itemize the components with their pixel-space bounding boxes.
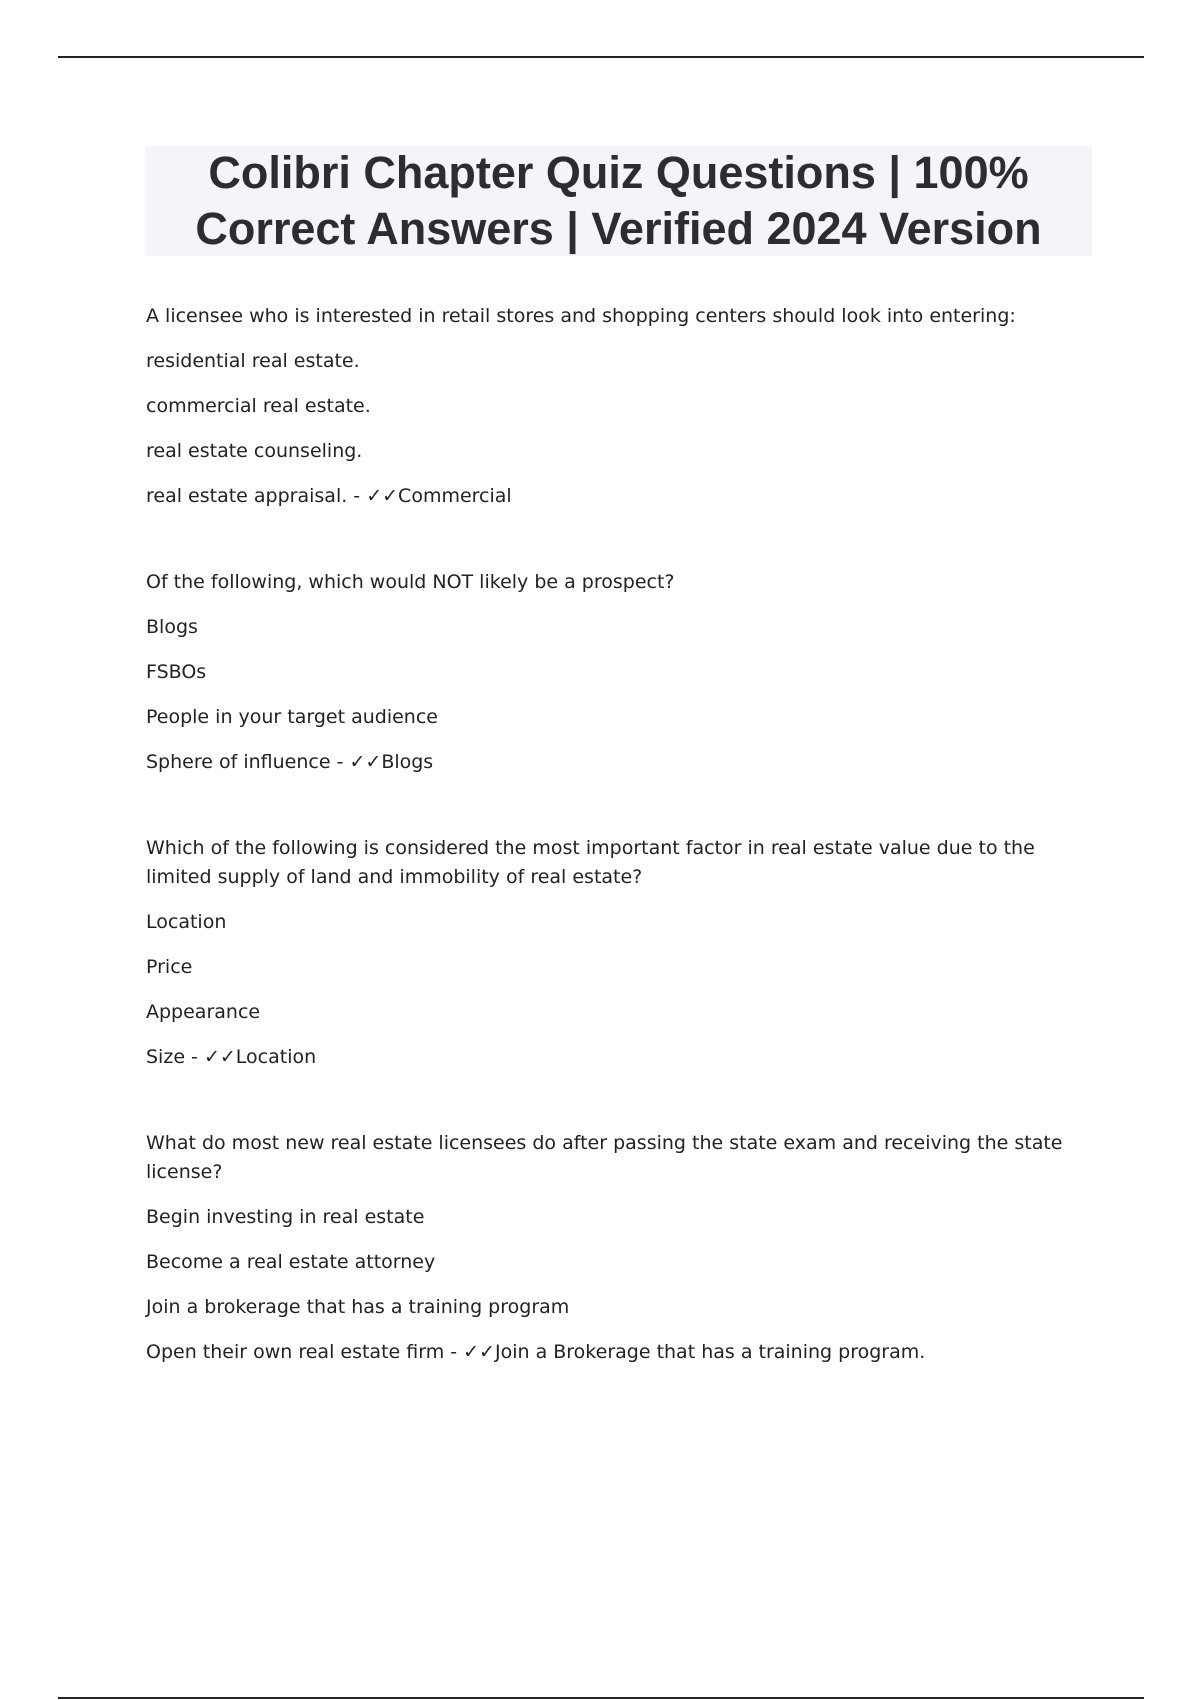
double-check-icon: ✓✓ bbox=[349, 751, 382, 773]
bottom-rule bbox=[58, 1697, 1144, 1699]
answer-option: Blogs bbox=[146, 616, 198, 638]
title-banner bbox=[145, 146, 1092, 256]
answer-option: Become a real estate attorney bbox=[146, 1251, 436, 1273]
answer-option: Join a brokerage that has a training program bbox=[146, 1296, 570, 1318]
answer-option-with-answer bbox=[146, 482, 1086, 511]
double-check-icon: ✓✓ bbox=[463, 1341, 495, 1363]
question-block bbox=[146, 568, 1086, 777]
correct-answer: Commercial bbox=[398, 485, 512, 507]
question-text: A licensee who is interested in retail stores and shopping centers should look into entering: bbox=[146, 305, 1016, 327]
question-text: Which of the following is considered the most important factor in real estate value due to the limited supply of land and immobility of real estate? bbox=[146, 837, 1035, 888]
answer-option: commercial real estate. bbox=[146, 395, 371, 417]
correct-answer: Join a Brokerage that has a training program. bbox=[494, 1341, 926, 1363]
answer-option: Price bbox=[146, 956, 193, 978]
answer-option: real estate counseling. bbox=[146, 440, 363, 462]
question-block bbox=[146, 302, 1086, 511]
answer-option: Location bbox=[146, 911, 227, 933]
answer-option: Appearance bbox=[146, 1001, 261, 1023]
question-block bbox=[146, 834, 1086, 1072]
double-check-icon: ✓✓ bbox=[203, 1046, 236, 1068]
top-rule bbox=[58, 56, 1144, 58]
correct-answer: Blogs bbox=[381, 751, 434, 773]
answer-option-label: real estate appraisal. bbox=[146, 485, 348, 507]
answer-separator: - bbox=[347, 485, 367, 507]
answer-separator: - bbox=[185, 1046, 204, 1068]
answer-option-with-answer bbox=[146, 1043, 1086, 1072]
answer-separator: - bbox=[330, 751, 350, 773]
quiz-content bbox=[146, 302, 1086, 1424]
correct-answer: Location bbox=[235, 1046, 317, 1068]
answer-option-label: Sphere of influence bbox=[146, 751, 331, 773]
answer-option: residential real estate. bbox=[146, 350, 360, 372]
question-block bbox=[146, 1129, 1086, 1367]
double-check-icon: ✓✓ bbox=[366, 485, 399, 507]
answer-option-label: Open their own real estate firm bbox=[146, 1341, 445, 1363]
answer-option: FSBOs bbox=[146, 661, 207, 683]
question-text: What do most new real estate licensees do after passing the state exam and receiving the state license? bbox=[146, 1132, 1063, 1183]
answer-option: Begin investing in real estate bbox=[146, 1206, 425, 1228]
answer-option-with-answer bbox=[146, 1338, 1086, 1367]
answer-option: People in your target audience bbox=[146, 706, 438, 728]
answer-option-label: Size bbox=[146, 1046, 186, 1068]
answer-separator: - bbox=[444, 1341, 464, 1363]
question-text: Of the following, which would NOT likely be a prospect? bbox=[146, 571, 675, 593]
answer-option-with-answer bbox=[146, 748, 1086, 777]
document-title: Colibri Chapter Quiz Questions | 100% Correct Answers | Verified 2024 Version bbox=[195, 147, 1042, 254]
